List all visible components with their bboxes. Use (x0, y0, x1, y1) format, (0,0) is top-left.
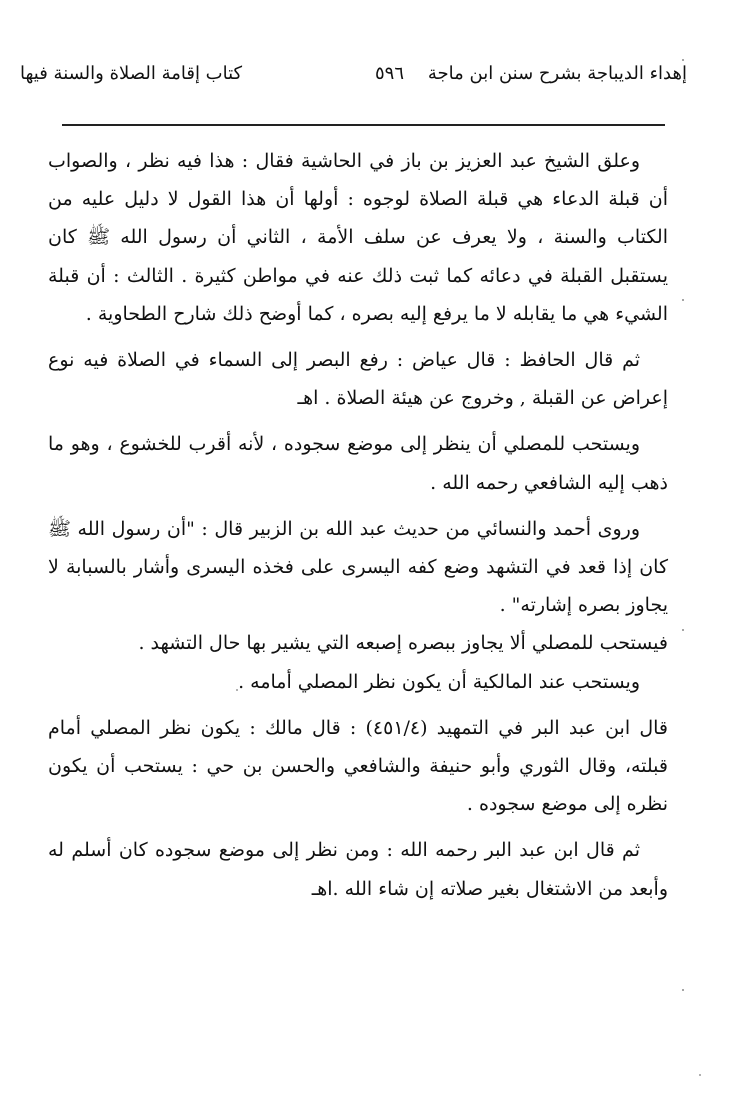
paragraph-ibn-baz-comment: وعلق الشيخ عبد العزيز بن باز في الحاشية فقال : هذا فيه نظر ، والصواب أن قبلة الدعاء هي قبلة الصلاة لوجوه : أولها أن هذا القول لا دليل عليه من الكتاب والسنة ، ولا يعرف عن سلف الأمة ، الثاني أن رسول الله ﷺ كان يستقبل القبلة في دعائه كما ثبت ذلك عنه في مواطن كثيرة . الثالث : أن قبلة الشيء هي ما يقابله لا ما يرفع إليه بصره ، كما أوضح ذلك شارح الطحاوية . (48, 150, 668, 325)
scan-speck (682, 629, 684, 631)
paragraph-tamhid-quote: قال ابن عبد البر في التمهيد (٤٥١/٤) : قال مالك : يكون نظر المصلي أمام قبلته، وقال الثوري وأبو حنيفة والشافعي والحسن بن حي : يستحب أن يكون نظره إلى موضع سجوده . (48, 716, 669, 816)
running-header (20, 58, 687, 90)
chapter-title: كتاب إقامة الصلاة والسنة فيها (20, 63, 243, 84)
paragraph-ibn-zubair-hadith: وروى أحمد والنسائي من حديث عبد الله بن الزبير قال : "أن رسول الله ﷺ كان إذا قعد في التشهد وضع كفه اليسرى على فخذه اليسرى وأشار بالسبابة لا يجاوز بصره إشارته" . (48, 517, 668, 617)
paragraph-ibn-abd-al-barr-conclusion: ثم قال ابن عبد البر رحمه الله : ومن نظر إلى موضع سجوده كان أسلم له وأبعد من الاشتغال بغير صلاته إن شاء الله .اهـ (48, 839, 668, 900)
paragraph-tashahhud-gaze: فيستحب للمصلي ألا يجاوز ببصره إصبعه التي يشير بها حال التشهد . (138, 632, 668, 655)
scan-speck (699, 1074, 701, 1076)
paragraph-hafiz-iyad: ثم قال الحافظ : قال عياض : رفع البصر إلى السماء في الصلاة فيه نوع إعراض عن القبلة , وخروج عن هيئة الصلاة . اهـ (48, 349, 668, 410)
page-number: ٥٩٦ (374, 63, 404, 84)
paragraph-maliki-view: ويستحب عند المالكية أن يكون نظر المصلي أمامه . (238, 670, 640, 693)
book-title: إهداء الديباجة بشرح سنن ابن ماجة (427, 63, 687, 84)
paragraph-gaze-prostration: ويستحب للمصلي أن ينظر إلى موضع سجوده ، لأنه أقرب للخشوع ، وهو ما ذهب إليه الشافعي رحمه الله . (48, 433, 668, 494)
body-text (48, 142, 668, 908)
scan-speck (682, 299, 684, 301)
scan-speck (682, 989, 684, 991)
header-divider (62, 124, 665, 126)
